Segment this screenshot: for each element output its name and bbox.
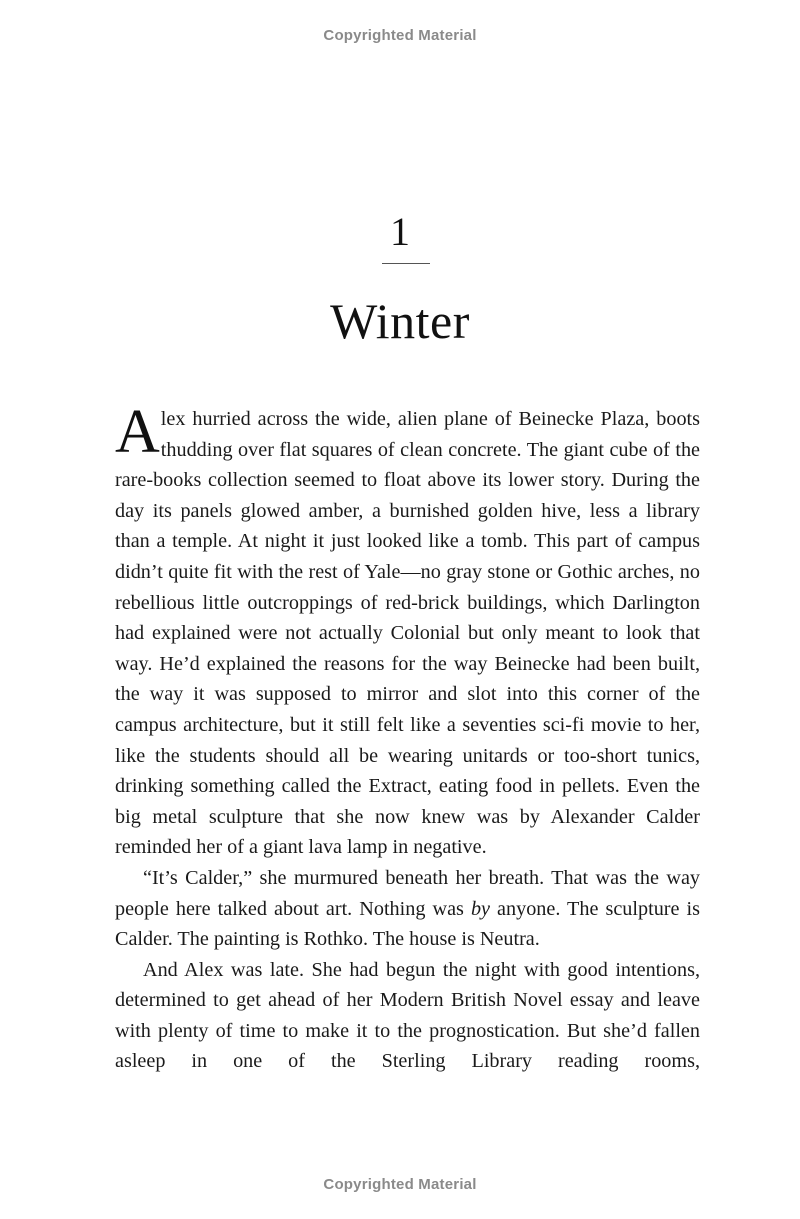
chapter-body [115, 398, 700, 1077]
drop-cap: A [115, 398, 160, 466]
paragraph-2-text-a: “It’s Calder,” she murmured beneath her breath. That was the way people here talked about art. Nothing was [115, 866, 700, 920]
chapter-divider [382, 263, 430, 264]
paragraph-2 [115, 863, 700, 955]
chapter-number: 1 [390, 209, 410, 254]
copyright-watermark-bottom: Copyrighted Material [323, 1176, 477, 1193]
copyright-watermark-top: Copyrighted Material [323, 27, 477, 44]
paragraph-2-emphasis: by [470, 897, 490, 920]
paragraph-3 [115, 955, 700, 1077]
paragraph-1-text: lex hurried across the wide, alien plane of Beinecke Plaza, boots thudding over flat squares of clean concrete. The giant cube of the rare-books collection seemed to float above its lower story. During the day its panels glowed amber, a burnished golden hive, less a library than a temple. At night it just looked like a tomb. This part of campus didn’t quite fit with the rest of Yale—no gray stone or Gothic arches, no rebellious little outcroppings of red-brick buildings, which Darlington had explained were not actually Colonial but only meant to look that way. He’d explained the reasons for the way Beinecke had been built, the way it was supposed to mirror and slot into this corner of the campus architecture, but it still felt like a seventies sci-fi movie to her, like the students should all be wearing unitards or too-short tunics, drinking something called the Extract, eating food in pellets. Even the big metal sculpture that she now knew was by Alexander Calder reminded her of a giant lava lamp in negative. [115, 408, 700, 859]
paragraph-1 [115, 398, 700, 863]
chapter-title: Winter [330, 293, 470, 349]
paragraph-3-text: And Alex was late. She had begun the night with good intentions, determined to get ahead of her Modern British Novel essay and leave with plenty of time to make it to the prognostication. But she’d fallen asleep in one of the Sterling Library reading rooms, [115, 958, 700, 1073]
paragraph-2-text-b: anyone. The sculpture is Calder. The painting is Rothko. The house is Neutra. [115, 897, 700, 951]
